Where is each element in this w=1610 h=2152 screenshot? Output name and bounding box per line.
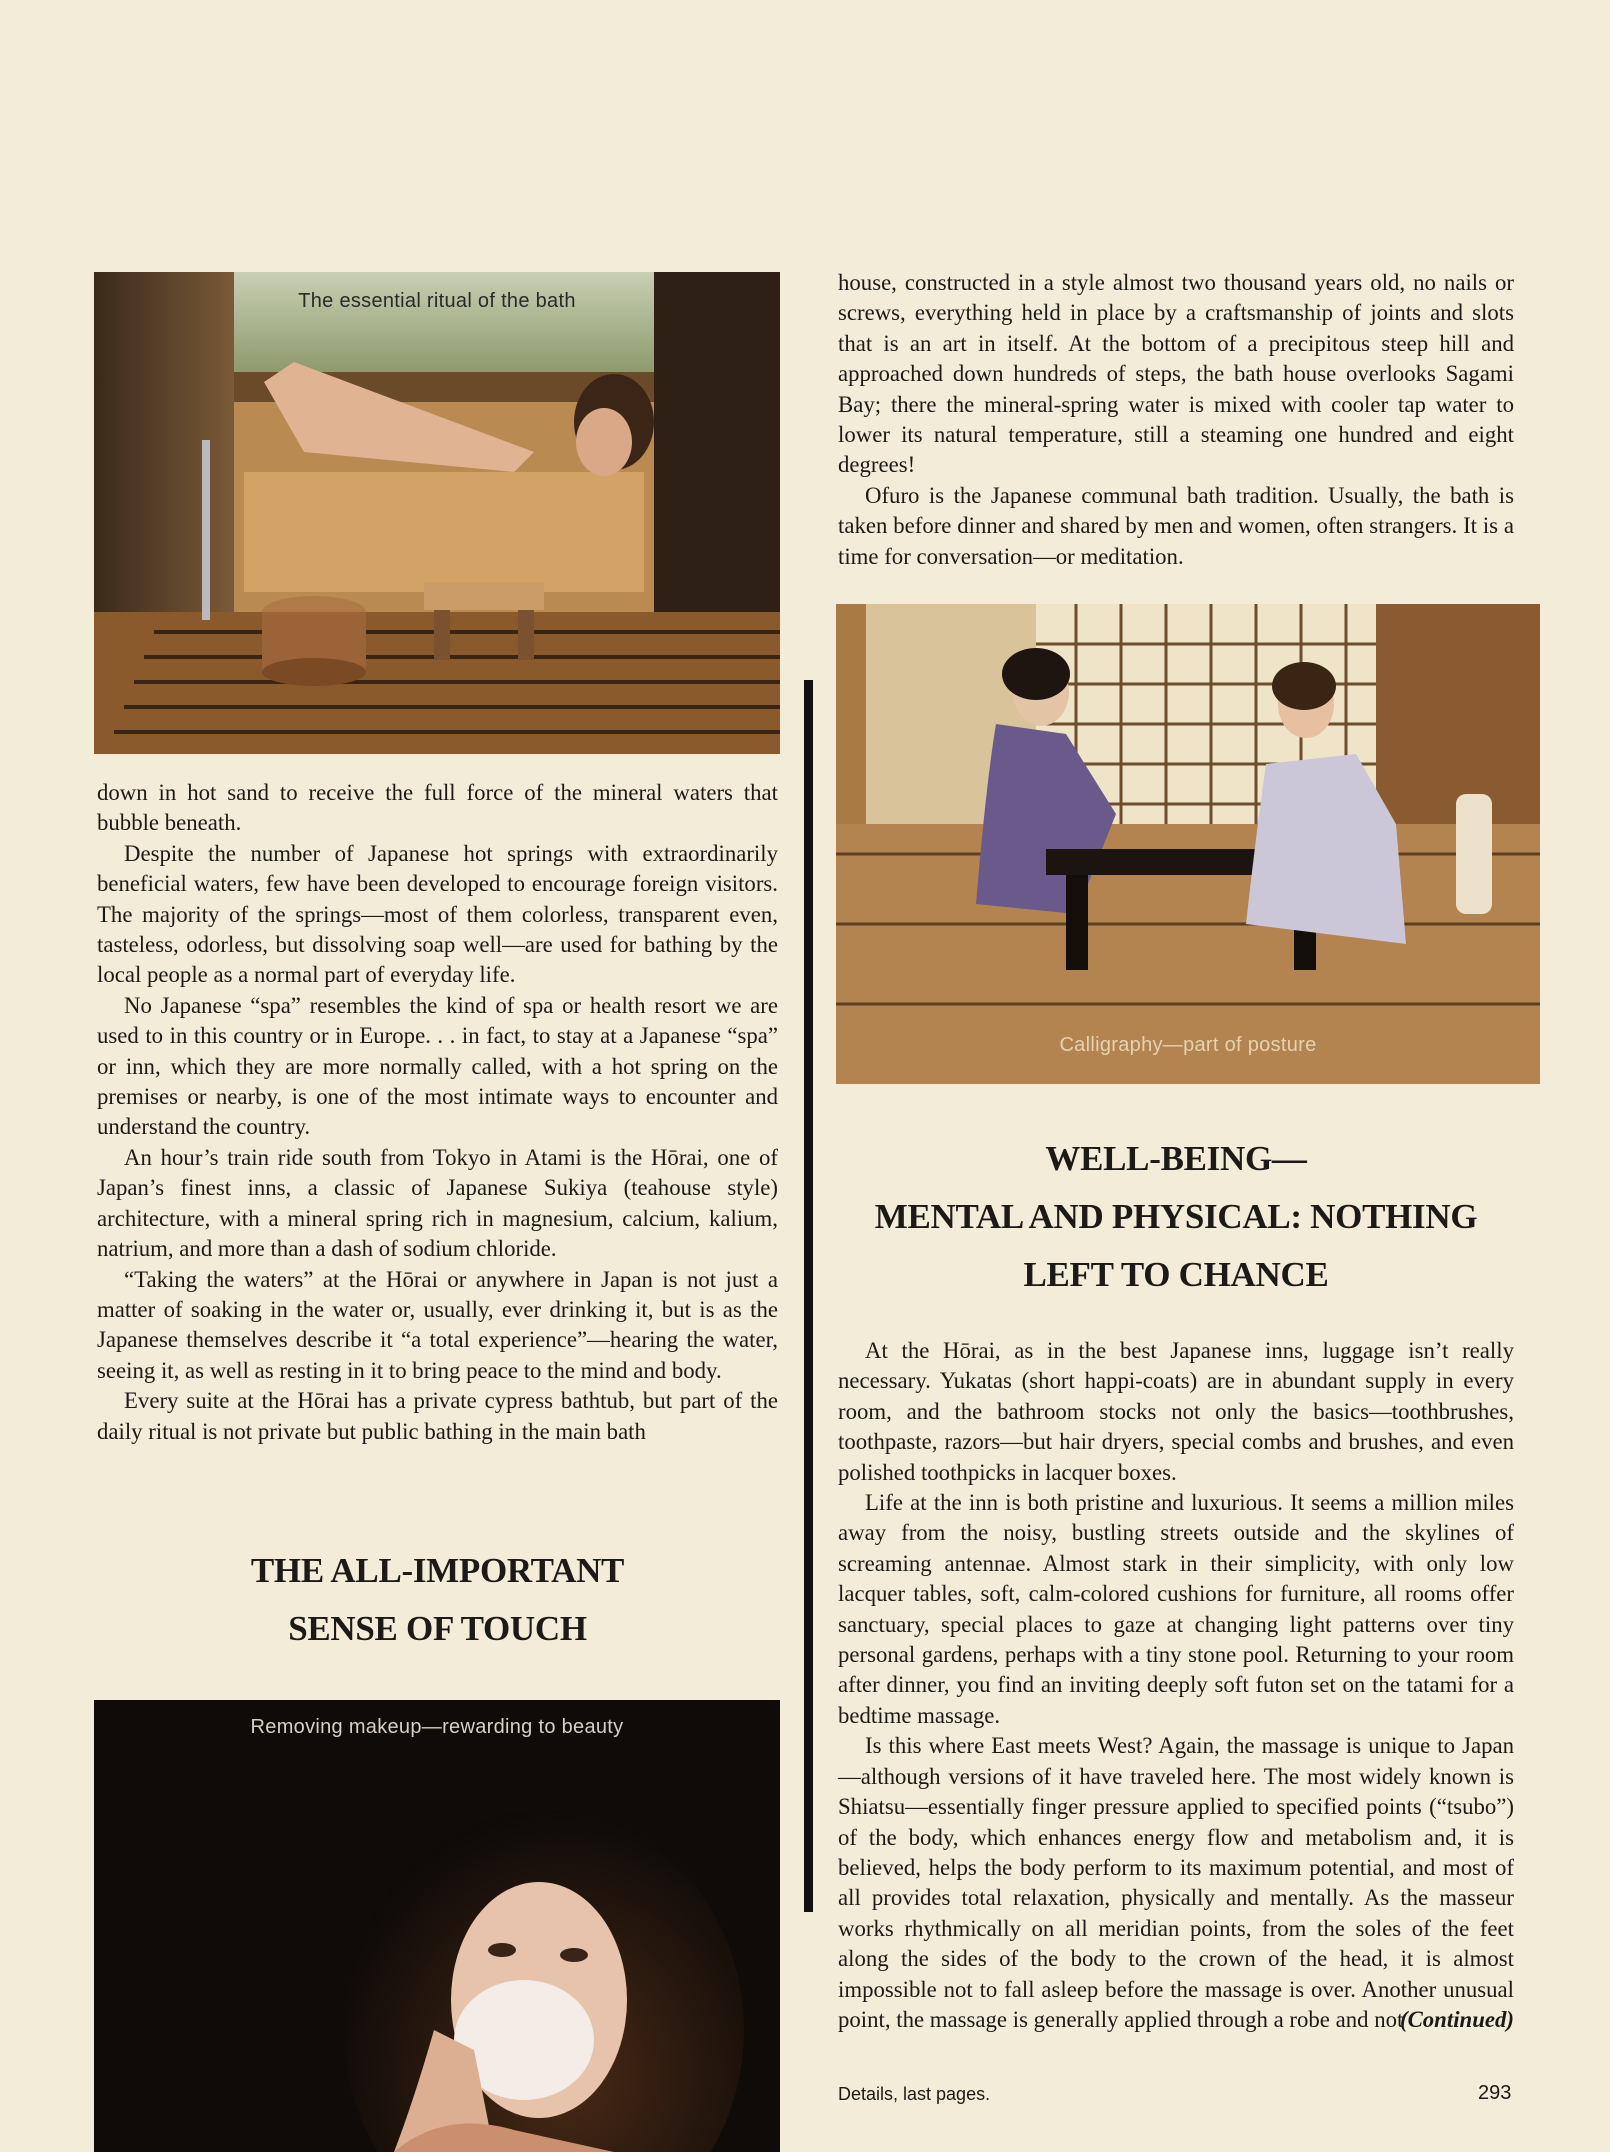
bath-illustration — [94, 272, 780, 754]
wellbeing-heading — [838, 1130, 1514, 1304]
left-paragraph: Every suite at the Hōrai has a private cypress bathtub, but part of the daily ritual is not private but public bathing in the main bath — [97, 1388, 778, 1444]
right-paragraph: At the Hōrai, as in the best Japanese inns, luggage isn’t really necessary. Yukatas (short happi-coats) are in abundant supply in every room, and the bathroom stocks not only the basics—toothbrushes, toothpaste, razors—but hair dryers, special combs and brushes, and even polished toothpicks in lacquer boxes. — [838, 1338, 1514, 1485]
left-paragraph: An hour’s train ride south from Tokyo in Atami is the Hōrai, one of Japan’s finest inns, a classic of Japanese Sukiya (teahouse style) architecture, with a mineral spring rich in magnesium, calcium, kalium, natrium, and more than a dash of sodium chloride. — [97, 1144, 778, 1262]
makeup-illustration — [94, 1700, 780, 2152]
right-paragraph: Ofuro is the Japanese communal bath tradition. Usually, the bath is taken before dinner and shared by men and women, often strangers. It is a time for conversation—or meditation. — [838, 482, 1514, 569]
left-paragraph: down in hot sand to receive the full force of the mineral waters that bubble beneath. — [97, 780, 778, 836]
bath-photo-caption: The essential ritual of the bath — [298, 290, 576, 312]
heading-line: LEFT TO CHANCE — [1023, 1255, 1329, 1294]
calligraphy-photo — [836, 604, 1540, 1084]
right-paragraph: house, constructed in a style almost two thousand years old, no nails or screws, everything held in place by a craftsmanship of joints and slots that is an art in itself. At the bottom of a precipitous steep hill and approached down hundreds of steps, the bath house overlooks Sagami Bay; there the mineral-spring water is mixed with cooler tap water to lower its natural temperature, still a steaming one hundred and eight degrees! — [838, 270, 1514, 478]
right-paragraph: Life at the inn is both pristine and luxurious. It seems a million miles away from the noisy, bustling streets outside and the skylines of screaming antennae. Almost stark in their simplicity, with only low lacquer tables, soft, calm-colored cushions for furniture, all rooms offer sanctuary, special places to gaze at changing light patterns over tiny personal gardens, perhaps with a tiny stone pool. Returning to your room after dinner, you find an inviting deeply soft futon set on the tatami for a bedtime massage. — [838, 1490, 1514, 1728]
heading-line: MENTAL AND PHYSICAL: NOTHING — [874, 1197, 1478, 1236]
calligraphy-photo-caption: Calligraphy—part of posture — [1059, 1034, 1317, 1056]
touch-heading — [97, 1542, 778, 1658]
continued-label: (Continued) — [1399, 2007, 1514, 2033]
right-top-text — [838, 268, 1514, 572]
page-number: 293 — [1478, 2082, 1512, 2104]
left-paragraph: No Japanese “spa” resembles the kind of spa or health resort we are used to in this country or in Europe. . . in fact, to stay at a Japanese “spa” or inn, which they are more normally called, with a hot spring on the premises or nearby, is one of the most intimate ways to encounter and understand the country. — [97, 992, 778, 1140]
heading-line: SENSE OF TOUCH — [288, 1609, 587, 1648]
column-divider — [804, 680, 813, 1912]
details-note: Details, last pages. — [838, 2084, 991, 2104]
left-paragraph: “Taking the waters” at the Hōrai or anywhere in Japan is not just a matter of soaking in the water or, usually, ever drinking it, but is as the Japanese themselves describe it “a total experience”—hearing the water, seeing it, as well as resting in it to bring peace to the mind and body. — [97, 1266, 778, 1383]
heading-line: THE ALL-IMPORTANT — [250, 1551, 625, 1590]
left-body-text — [97, 778, 778, 1447]
left-paragraph: Despite the number of Japanese hot springs with extraordinarily beneficial waters, few have been developed to encourage foreign visitors. The majority of the springs—most of them colorless, transparent even, tasteless, odorless, but dissolving soap well—are used for bathing by the local people as a normal part of everyday life. — [97, 840, 778, 988]
heading-line: WELL-BEING— — [1045, 1139, 1307, 1178]
right-bottom-text — [838, 1336, 1514, 2036]
makeup-photo-caption: Removing makeup—rewarding to beauty — [250, 1716, 624, 1738]
bath-photo — [94, 272, 780, 754]
calligraphy-illustration — [836, 604, 1540, 1084]
makeup-photo — [94, 1700, 780, 2152]
right-paragraph: Is this where East meets West? Again, the massage is unique to Japan—although versions of it have traveled here. The most widely known is Shiatsu—essentially finger pressure applied to specified points (“tsubo”) of the body, which enhances energy flow and metabolism and, it is believed, helps the body perform to its maximum potential, and most of all provides total relaxation, physically and mentally. As the masseur works rhythmically on all meridian points, from the soles of the feet along the sides of the body to the crown of the head, it is almost impossible not to fall asleep before the massage is over. Another unusual point, the massage is generally applied through a robe and not — [838, 1733, 1514, 2032]
